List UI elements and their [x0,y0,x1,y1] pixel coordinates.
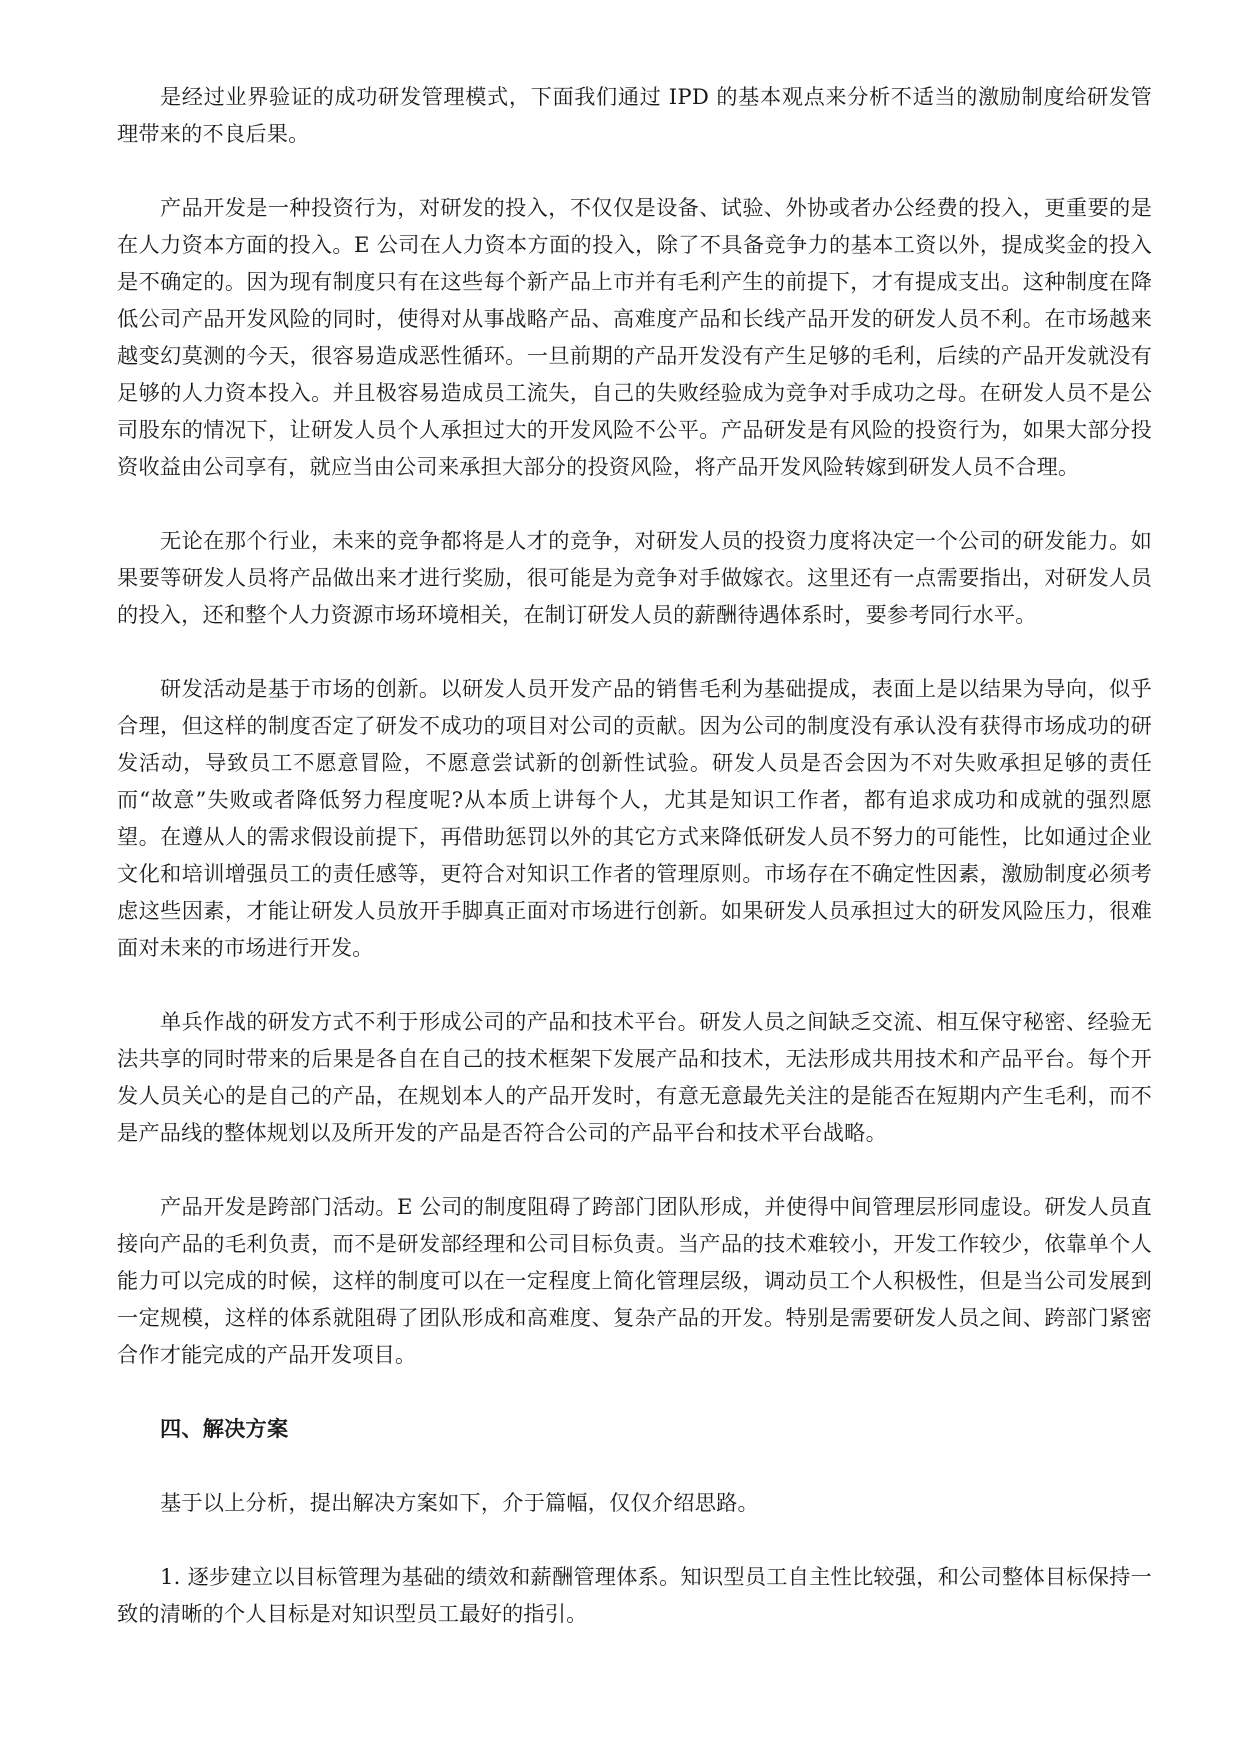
section-heading: 四、解决方案 [160,1416,289,1441]
paragraph-solution-1: 1. 逐步建立以目标管理为基础的绩效和薪酬管理体系。知识型员工自主性比较强，和公司整体目标保持一致的清晰的个人目标是对知识型员工最好的指引。 [117,1564,1152,1626]
paragraph-ipd-intro: 是经过业界验证的成功研发管理模式，下面我们通过 IPD 的基本观点来分析不适当的激励制度给研发管理带来的不良后果。 [117,84,1152,146]
paragraph-investment: 产品开发是一种投资行为，对研发的投入，不仅仅是设备、试验、外协或者办公经费的投入，更重要的是在人力资本方面的投入。E 公司在人力资本方面的投入，除了不具备竞争力的基本工资以外，提成奖金的投入是不确定的。因为现有制度只有在这些每个新产品上市并有毛利产生的前提下，才有提成支出。这种制度在降低公司产品开发风险的同时，使得对从事战略产品、高难度产品和长线产品开发的研发人员不利。在市场越来越变幻莫测的今天，很容易造成恶性循环。一旦前期的产品开发没有产生足够的毛利，后续的产品开发就没有足够的人力资本投入。并且极容易造成员工流失，自己的失败经验成为竞争对手成功之母。在研发人员不是公司股东的情况下，让研发人员个人承担过大的开发风险不公平。产品研发是有风险的投资行为，如果大部分投资收益由公司享有，就应当由公司来承担大部分的投资风险，将产品开发风险转嫁到研发人员不合理。 [117,195,1152,479]
paragraph-platform: 单兵作战的研发方式不利于形成公司的产品和技术平台。研发人员之间缺乏交流、相互保守秘密、经验无法共享的同时带来的后果是各自在自己的技术框架下发展产品和技术，无法形成共用技术和产品平台。每个开发人员关心的是自己的产品，在规划本人的产品开发时，有意无意最先关注的是能否在短期内产生毛利，而不是产品线的整体规划以及所开发的产品是否符合公司的产品平台和技术平台战略。 [117,1009,1152,1145]
paragraph-market-innovation: 研发活动是基于市场的创新。以研发人员开发产品的销售毛利为基础提成，表面上是以结果为导向，似乎合理，但这样的制度否定了研发不成功的项目对公司的贡献。因为公司的制度没有承认没有获得市场成功的研发活动，导致员工不愿意冒险，不愿意尝试新的创新性试验。研发人员是否会因为不对失败承担足够的责任而“故意”失败或者降低努力程度呢?从本质上讲每个人，尤其是知识工作者，都有追求成功和成就的强烈愿望。在遵从人的需求假设前提下，再借助惩罚以外的其它方式来降低研发人员不努力的可能性，比如通过企业文化和培训增强员工的责任感等，更符合对知识工作者的管理原则。市场存在不确定性因素，激励制度必须考虑这些因素，才能让研发人员放开手脚真正面对市场进行创新。如果研发人员承担过大的研发风险压力，很难面对未来的市场进行开发。 [117,676,1152,960]
paragraph-talent-competition: 无论在那个行业，未来的竞争都将是人才的竞争，对研发人员的投资力度将决定一个公司的研发能力。如果要等研发人员将产品做出来才进行奖励，很可能是为竞争对手做嫁衣。这里还有一点需要指出，对研发人员的投入，还和整个人力资源市场环境相关，在制订研发人员的薪酬待遇体系时，要参考同行水平。 [117,528,1152,627]
paragraph-solution-intro: 基于以上分析，提出解决方案如下，介于篇幅，仅仅介绍思路。 [160,1490,759,1515]
paragraph-cross-department: 产品开发是跨部门活动。E 公司的制度阻碍了跨部门团队形成，并使得中间管理层形同虚设。研发人员直接向产品的毛利负责，而不是研发部经理和公司目标负责。当产品的技术难较小，开发工作较少，依靠单个人能力可以完成的时候，这样的制度可以在一定程度上简化管理层级，调动员工个人积极性，但是当公司发展到一定规模，这样的体系就阻碍了团队形成和高难度、复杂产品的开发。特别是需要研发人员之间、跨部门紧密合作才能完成的产品开发项目。 [117,1194,1152,1367]
document-page [117,78,1152,1669]
